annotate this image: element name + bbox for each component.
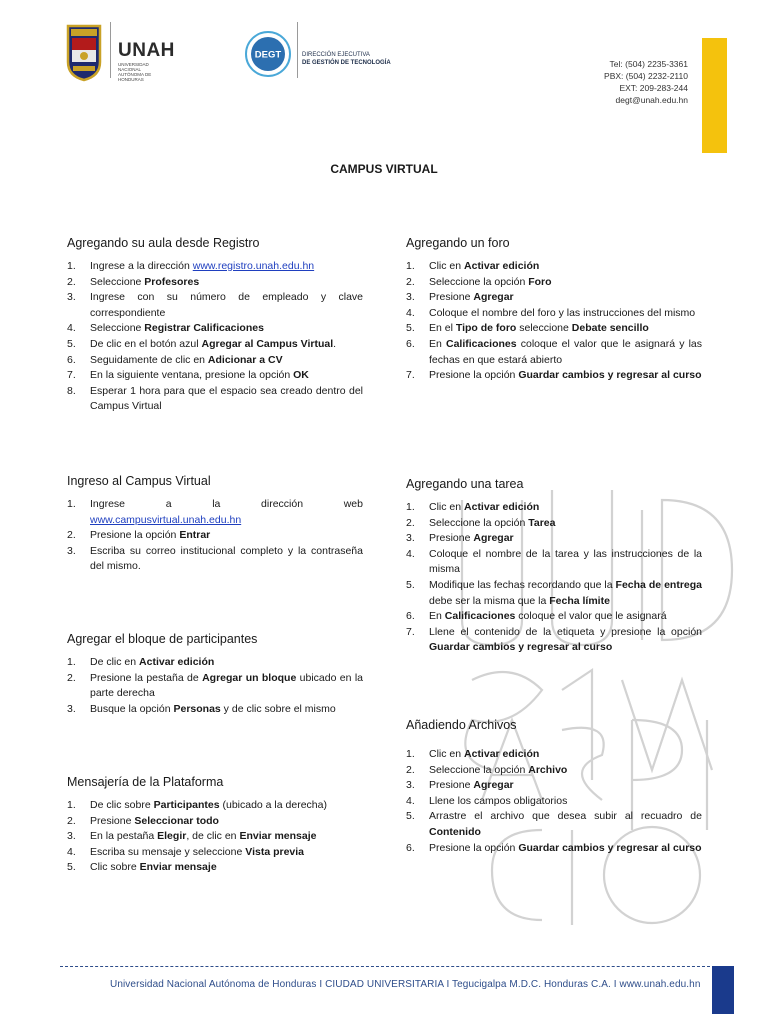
section-archivos [406,718,702,856]
step-text: Busque la opción [90,702,174,715]
bold-term: Agregar al Campus Virtual [201,337,334,350]
step-text: En [429,610,445,623]
step-text: Clic en [429,748,465,760]
bold-term: Guardar cambios y regresar al curso [518,369,702,382]
bold-term: Participantes [153,799,220,811]
step-item [67,544,363,575]
footer-dashed-line [60,966,710,967]
step-text: Seleccione la opción [429,516,529,529]
bold-term: Vista previa [245,845,305,858]
step-item [67,290,363,321]
step-number: 3. [406,291,415,304]
steps-list [67,497,363,575]
step-item [406,763,702,779]
step-number: 7. [406,369,415,382]
contact-email[interactable]: degt@unah.edu.hn [615,95,688,105]
step-number: 2. [406,275,415,288]
step-item [406,368,702,384]
step-text: Seleccione [90,322,145,335]
degt-title: DIRECCIÓN EJECUTIVA DE GESTIÓN DE TECNOLOGÍA [302,52,391,66]
step-item [406,337,702,368]
bold-term: Entrar [179,529,211,542]
bold-term: Elegir [157,830,187,843]
step-text: Seleccione [90,275,145,288]
url-link[interactable]: www.campusvirtual.unah.edu.hn [90,513,242,526]
step-text: De clic en [90,656,140,668]
step-number: 1. [406,748,415,760]
bold-term: Tarea [528,516,556,529]
step-number: 4. [67,322,76,335]
bold-term: Adicionar a CV [207,353,283,366]
step-item [406,625,702,656]
section-heading: Ingreso al Campus Virtual [67,474,211,488]
step-text: ubicado en la parte derecha [90,671,363,700]
step-item [67,497,363,528]
step-number: 2. [406,763,415,776]
bold-term: Activar edición [464,501,540,513]
step-item [406,794,702,810]
step-item [406,609,702,625]
section-heading: Agregando una tarea [406,477,524,491]
step-number: 6. [406,610,415,623]
steps-list [406,747,702,856]
step-number: 1. [406,260,415,272]
step-item [67,798,363,814]
step-item [406,306,702,322]
contact-ext: EXT: 209-283-244 [619,83,688,93]
step-item [406,290,702,306]
step-number: 1. [67,498,76,510]
step-number: 7. [67,369,76,382]
step-item [67,275,363,291]
step-text: Ingrese a la dirección [90,260,193,272]
step-text: Modifique las fechas recordando que la [429,578,616,591]
step-number: 1. [67,260,76,272]
step-item [406,547,702,578]
step-number: 1. [67,656,76,668]
bold-term: Personas [173,702,221,715]
step-number: 3. [67,702,76,715]
contact-tel: Tel: (504) 2235-3361 [609,59,688,69]
step-number: 7. [406,625,415,638]
step-text: En [429,337,446,350]
step-text: Presione [429,532,474,545]
step-number: 2. [406,516,415,529]
bold-term: Agregar un bloque [202,671,297,684]
bold-term: Fecha límite [549,594,610,607]
section-tarea [406,477,702,656]
step-item [406,259,702,275]
step-number: 1. [406,501,415,513]
bold-term: Archivo [528,763,568,776]
header-divider [110,22,111,78]
header-divider-2 [297,22,298,78]
step-text: , de clic en [186,830,240,843]
yellow-accent-bar [702,38,727,153]
bold-term: Seleccionar todo [134,814,219,827]
step-item [67,845,363,861]
step-number: 4. [406,547,415,560]
step-number: 4. [406,794,415,807]
step-text: Clic en [429,260,465,272]
section-heading: Añadiendo Archivos [406,718,517,732]
section-bloque [67,632,363,717]
step-text: Presione la opción [429,841,519,854]
step-item [67,384,363,415]
bold-term: Agregar [473,779,514,792]
step-number: 8. [67,384,76,397]
steps-list [67,798,363,876]
section-heading: Agregar el bloque de participantes [67,632,258,646]
step-item [406,321,702,337]
step-text: Ingrese con su número de empleado y clave correspondiente [90,291,363,319]
step-text: Llene el contenido de la etiqueta y presione la opción [429,625,702,638]
step-text: Arrastre el archivo que desea subir al recuadro de [429,810,702,823]
step-number: 3. [406,532,415,545]
bold-term: Activar edición [464,260,540,272]
step-item [406,578,702,609]
bold-term: Guardar cambios y regresar al curso [518,841,702,854]
step-item [67,528,363,544]
step-item [67,702,363,718]
step-item [406,516,702,532]
step-text: En el [429,322,456,335]
steps-list [406,500,702,656]
step-item [406,809,702,840]
step-item [406,275,702,291]
step-number: 2. [67,275,76,288]
bold-term: Enviar mensaje [139,861,217,874]
bold-term: Calificaciones [445,337,517,350]
step-text: Presione [429,291,474,304]
step-number: 6. [406,841,415,854]
steps-list [67,655,363,717]
step-number: 5. [406,578,415,591]
bold-term: Agregar [473,291,514,304]
step-number: 6. [406,337,415,350]
step-text: debe ser la misma que la [429,594,550,607]
step-text: Clic sobre [90,861,140,874]
step-text: (ubicado a la derecha) [219,799,327,811]
step-text: En la siguiente ventana, presione la opción [90,369,294,382]
url-link[interactable]: www.registro.unah.edu.hn [192,260,315,272]
unah-seal-logo [64,22,104,82]
bold-term: Activar edición [139,656,215,668]
step-text: seleccione [516,322,572,335]
footer-text: Universidad Nacional Autónoma de Honduras I CIUDAD UNIVERSITARIA I Tegucigalpa M.D.C. Honduras C.A. I www.unah.edu.hn [110,979,701,990]
step-text: De clic sobre [90,799,154,811]
bold-term: OK [293,369,309,382]
step-text: De clic en el botón azul [90,337,202,350]
step-item [67,860,363,876]
bold-term: Registrar Calificaciones [144,322,264,335]
document-title: CAMPUS VIRTUAL [330,162,438,176]
step-text: Seleccione la opción [429,275,529,288]
section-registro [67,236,363,415]
step-text: Coloque el nombre de la tarea y las instrucciones de la misma [429,547,702,576]
step-item [67,368,363,384]
step-number: 2. [67,671,76,684]
degt-logo [240,30,296,78]
step-text: En la pestaña [90,830,158,843]
step-text: Presione [90,814,135,827]
step-text: coloque el valor que le asignará [515,610,667,623]
bold-term: Agregar [473,532,514,545]
bold-term: Contenido [429,825,481,838]
degt-badge-text: DEGT [254,49,282,61]
step-number: 6. [67,353,76,366]
step-item [406,500,702,516]
unah-wordmark: UNAH [118,40,175,61]
step-item [406,778,702,794]
step-number: 5. [67,337,76,350]
step-item [67,337,363,353]
bold-term: Debate sencillo [571,322,649,335]
step-number: 3. [406,779,415,792]
steps-list [67,259,363,415]
bold-term: Foro [528,275,552,288]
step-number: 1. [67,799,76,811]
step-item [67,259,363,275]
step-number: 5. [406,322,415,335]
step-item [406,531,702,547]
step-number: 5. [406,810,415,823]
step-text: Coloque el nombre del foro y las instrucciones del mismo [429,306,696,319]
step-text: Escriba su correo institucional completo y la contraseña del mismo. [90,544,363,573]
step-number: 2. [67,529,76,542]
step-number: 3. [67,291,76,304]
step-number: 5. [67,861,76,874]
step-item [67,829,363,845]
step-number: 2. [67,814,76,827]
section-foro [406,236,702,384]
step-item [406,841,702,857]
step-text: Llene los campos obligatorios [429,794,568,807]
step-item [67,655,363,671]
step-item [406,747,702,763]
step-text: Seguidamente de clic en [90,353,208,366]
contact-pbx: PBX: (504) 2232-2110 [604,71,688,81]
step-text: Escriba su mensaje y seleccione [90,845,246,858]
bold-term: Guardar cambios y regresar al curso [429,641,613,654]
step-text: y de clic sobre el mismo [220,702,336,715]
step-number: 3. [67,830,76,843]
step-text: Ingrese a la dirección web [90,498,363,510]
step-text: Presione la pestaña de [90,671,203,684]
section-mensajeria [67,775,363,876]
step-number: 4. [406,306,415,319]
step-text: coloque el valor que le asignará y las fechas en que estará abierto [429,337,702,366]
step-text: Presione [429,779,474,792]
step-item [67,353,363,369]
step-text: Esperar 1 hora para que el espacio sea creado dentro del Campus Virtual [90,384,363,413]
bold-term: Tipo de foro [455,322,517,335]
footer-blue-bar [712,966,734,1014]
unah-subtitle: UNIVERSIDAD NACIONAL AUTÓNOMA DE HONDURAS [118,62,152,82]
bold-term: Activar edición [464,748,540,760]
step-text: Clic en [429,501,465,513]
section-heading: Mensajería de la Plataforma [67,775,224,789]
step-number: 3. [67,544,76,557]
step-text: Presione la opción [429,369,519,382]
step-item [67,321,363,337]
section-ingreso [67,474,363,575]
bold-term: Enviar mensaje [239,830,317,843]
bold-term: Calificaciones [444,610,516,623]
steps-list [406,259,702,384]
section-heading: Agregando su aula desde Registro [67,236,260,250]
bold-term: Fecha de entrega [615,578,703,591]
step-number: 4. [67,845,76,858]
step-item [67,671,363,702]
contact-info [604,58,688,106]
bold-term: Profesores [144,275,200,288]
step-text: Seleccione la opción [429,763,529,776]
step-item [67,814,363,830]
step-text: . [333,337,337,350]
step-text: Presione la opción [90,529,180,542]
section-heading: Agregando un foro [406,236,510,250]
